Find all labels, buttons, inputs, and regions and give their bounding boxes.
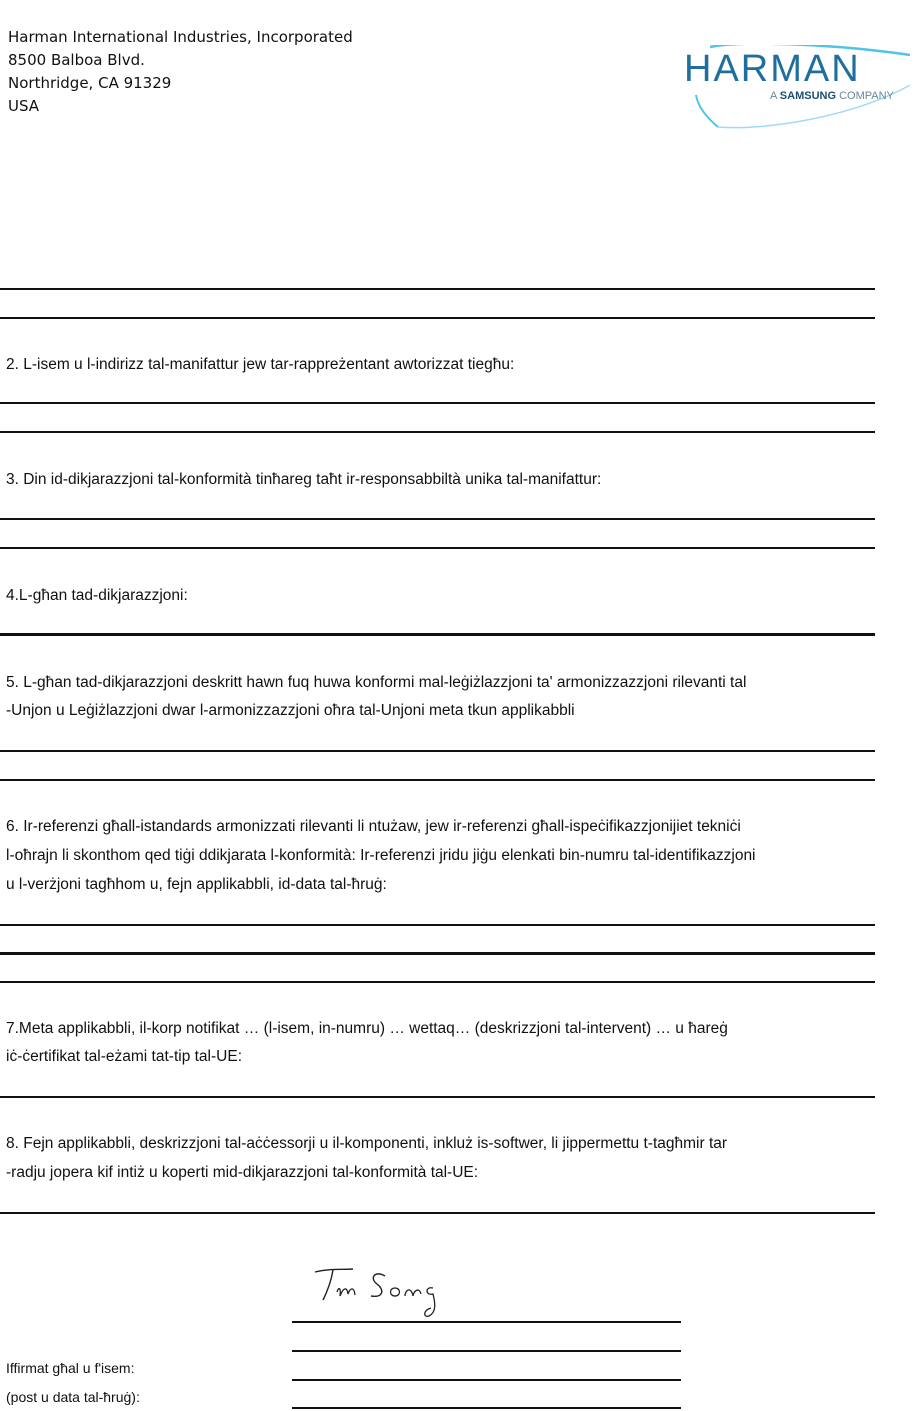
harman-logo	[678, 45, 913, 130]
handwritten-signature	[313, 1262, 443, 1318]
place-date-label: (post u data tal-ħruġ):	[6, 1389, 140, 1405]
section-6-label-line-2: l-oħrajn li skonthom qed tiġi ddikjarata l-konformità: Ir-referenzi jridu jiġu elenkati bin-numru tal-identifikazzjoni	[6, 847, 756, 864]
section-5-line-1	[0, 750, 875, 752]
section-5-line-2	[0, 779, 875, 781]
section-3-line-2	[0, 547, 875, 549]
section-3-line-1	[0, 518, 875, 520]
section-2-label: 2. L-isem u l-indirizz tal-manifattur jew tar-rappreżentant awtorizzat tiegħu:	[6, 356, 515, 373]
section-7-label-line-1: 7.Meta applikabbli, il-korp notifikat … (l-isem, in-numru) … wettaq… (deskrizzjoni tal-intervent) … u ħareġ	[6, 1020, 728, 1037]
tagline-prefix: A	[770, 90, 780, 102]
section-1-line-2	[0, 317, 875, 319]
section-3-label: 3. Din id-dikjarazzjoni tal-konformità tinħareg taħt ir-responsabbiltà unika tal-manifattur:	[6, 471, 602, 488]
section-8-label-line-1: 8. Fejn applikabbli, deskrizzjoni tal-aċċessorji u il-komponenti, inkluż is-softwer, li jippermettu t-tagħmir tar	[6, 1135, 728, 1152]
section-6-line-3	[0, 981, 875, 983]
section-7-line-1	[0, 1096, 875, 1098]
logo-tagline	[770, 90, 894, 102]
section-8-line-1	[0, 1212, 875, 1214]
tagline-brand: SAMSUNG	[779, 90, 837, 102]
signature-line	[292, 1321, 681, 1323]
section-5-label-line-2: -Unjon u Leġiżlazzjoni dwar l-armonizzazzjoni oħra tal-Unjoni meta tkun applikabbli	[6, 702, 575, 719]
place-date-line	[292, 1407, 681, 1409]
section-6-label-line-3: u l-verżjoni tagħhom u, fejn applikabbli, id-data tal-ħruġ:	[6, 876, 387, 893]
street-address: 8500 Balboa Blvd.	[8, 51, 145, 69]
city-address: Northridge, CA 91329	[8, 74, 172, 92]
manufacturer-address	[8, 26, 353, 118]
section-5-label-line-1: 5. L-għan tad-dikjarazzjoni deskritt hawn fuq huwa konformi mal-leġiżlazzjoni ta' armonizzazzjoni rilevanti tal	[6, 674, 747, 691]
section-6-label-line-1: 6. Ir-referenzi għall-istandards armonizzati rilevanti li ntużaw, jew ir-referenzi għall-ispeċifikazzjonijiet tekniċi	[6, 818, 741, 835]
section-2-line-2	[0, 431, 875, 433]
section-6-line-2	[0, 952, 875, 955]
section-8-label-line-2: -radju jopera kif intiż u koperti mid-dikjarazzjoni tal-konformità tal-UE:	[6, 1164, 479, 1181]
section-4-line-1	[0, 633, 875, 636]
country: USA	[8, 97, 40, 115]
logo-wordmark: HARMAN	[684, 48, 861, 90]
signed-for-line	[292, 1379, 681, 1381]
section-2-line-1	[0, 402, 875, 404]
tagline-suffix: COMPANY	[836, 90, 894, 102]
company-name: Harman International Industries, Incorporated	[8, 28, 353, 46]
signature-line-2	[292, 1350, 681, 1352]
section-1-line-1	[0, 288, 875, 290]
signed-for-label: Iffirmat għal u f'isem:	[6, 1360, 135, 1376]
section-6-line-1	[0, 924, 875, 926]
section-7-label-line-2: iċ-ċertifikat tal-eżami tat-tip tal-UE:	[6, 1048, 242, 1065]
section-4-label: 4.L-għan tad-dikjarazzjoni:	[6, 587, 188, 604]
